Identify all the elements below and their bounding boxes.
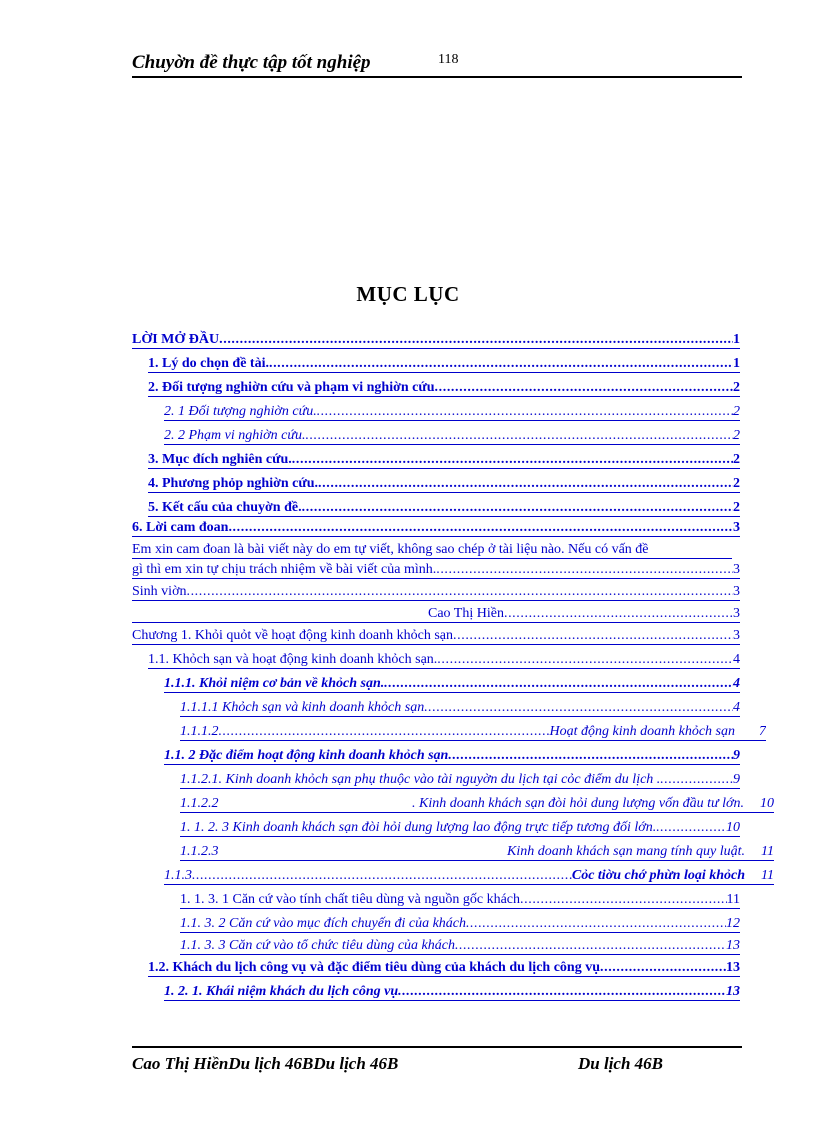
toc-entry-1[interactable]: 1. Lý do chọn đề tài. ..... 1 — [148, 352, 740, 373]
header-title: Chuyờn đề thực tập tốt nghiệp — [132, 52, 371, 73]
toc-entry-1-1-1[interactable]: 1.1.1. Khỏi niệm cơ bản về khỏch sạn. ..... 4 — [164, 672, 740, 693]
toc-entry-5[interactable]: 5. Kết cấu của chuyờn đề. ..... 2 — [148, 496, 740, 517]
toc-entry-1-1-2-2[interactable]: 1.1.2.2 . Kinh doanh khách sạn đòi hỏi dung lượng vốn đầu tư lớn. 10 — [180, 792, 774, 813]
toc-entry-author[interactable]: Cao Thị Hiền ..... 3 — [132, 602, 740, 623]
toc-entry-1-1-3[interactable]: 1.1.3 ..... Cỏc tiờu chớ phừn loại khỏch 11 — [164, 864, 774, 885]
toc-entry-3[interactable]: 3. Mục đích nghiên cứu. ..... 2 — [148, 448, 740, 469]
toc-entry-1-2[interactable]: 1.2. Khách du lịch công vụ và đặc điểm tiêu dùng của khách du lịch công vụ ..... 13 — [148, 956, 740, 977]
toc-entry-1-1-2-1[interactable]: 1.1.2.1. Kinh doanh khỏch sạn phụ thuộc vào tài nguyờn du lịch tại cỏc điểm du lịch . ..... 9 — [180, 768, 740, 789]
toc-entry-1-1-1-2[interactable]: 1.1.1.2 ..... Hoạt động kinh doanh khỏch sạn 7 — [180, 720, 766, 741]
toc-entry-1-1-1-1[interactable]: 1.1.1.1 Khỏch sạn và kinh doanh khỏch sạn ..... 4 — [180, 696, 740, 717]
toc-entry-2-2[interactable]: 2. 2 Phạm vi nghiờn cứu. ..... 2 — [164, 424, 740, 445]
toc-entry-2-1[interactable]: 2. 1 Đối tượng nghiờn cứu. ..... 2 — [164, 400, 740, 421]
toc-entry-1-1-3-3[interactable]: 1.1. 3. 3 Căn cứ vào tổ chức tiêu dùng của khách ..... 13 — [180, 934, 740, 955]
toc-entry-1-1-2-3b[interactable]: 1.1.2.3 Kinh doanh khách sạn mang tính quy luật. 11 — [180, 840, 774, 861]
toc-entry-1-1[interactable]: 1.1. Khỏch sạn và hoạt động kinh doanh khỏch sạn. ..... 4 — [148, 648, 740, 669]
toc-title: MỤC LỤC — [356, 282, 460, 306]
toc-entry-1-2-1[interactable]: 1. 2. 1. Khái niệm khách du lịch công vụ ..... 13 — [164, 980, 740, 1001]
page-footer — [132, 1046, 742, 1073]
toc-entry-loi-mo-dau[interactable]: LỜI MỞ ĐẦU ..... 1 — [132, 328, 740, 349]
toc-entry-sinh-vien[interactable]: Sinh viờn ..... 3 — [132, 580, 740, 601]
footer-right: Du lịch 46B — [578, 1054, 664, 1073]
toc-entry-4[interactable]: 4. Phương phỏp nghiờn cứu. ..... 2 — [148, 472, 740, 493]
toc-entry-6[interactable]: 6. Lời cam đoan ..... 3 — [132, 516, 740, 537]
toc-entry-chuong-1[interactable]: Chương 1. Khỏi quỏt về hoạt động kinh doanh khỏch sạn ..... 3 — [132, 624, 740, 645]
toc-entry-1-1-2-3a[interactable]: 1. 1. 2. 3 Kinh doanh khách sạn đòi hỏi dung lượng lao động trực tiếp tương đối lớn. ..... 10 — [180, 816, 740, 837]
toc-entry-cam-doan-line2[interactable]: gì thì em xin tự chịu trách nhiệm về bài viết của mình. ..... 3 — [132, 558, 740, 579]
footer-left: Cao Thị HiềnDu lịch 46BDu lịch 46B — [132, 1054, 399, 1073]
header-page-number: 118 — [438, 52, 459, 67]
toc-entry-1-1-3-1[interactable]: 1. 1. 3. 1 Căn cứ vào tính chất tiêu dùng và nguồn gốc khách ..... 11 — [180, 888, 740, 909]
toc-entry-2[interactable]: 2. Đối tượng nghiờn cứu và phạm vi nghiờn cứu ..... 2 — [148, 376, 740, 397]
toc-entry-1-1-3-2[interactable]: 1.1. 3. 2 Căn cứ vào mục đích chuyến đi của khách ..... 12 — [180, 912, 740, 933]
toc-entry-1-1-2[interactable]: 1.1. 2 Đặc điểm hoạt động kinh doanh khỏch sạn ..... 9 — [164, 744, 740, 765]
toc-entry-cam-doan-line1[interactable]: Em xin cam đoan là bài viết này do em tự viết, không sao chép ở tài liệu nào. Nếu có vấn đề — [132, 538, 732, 559]
